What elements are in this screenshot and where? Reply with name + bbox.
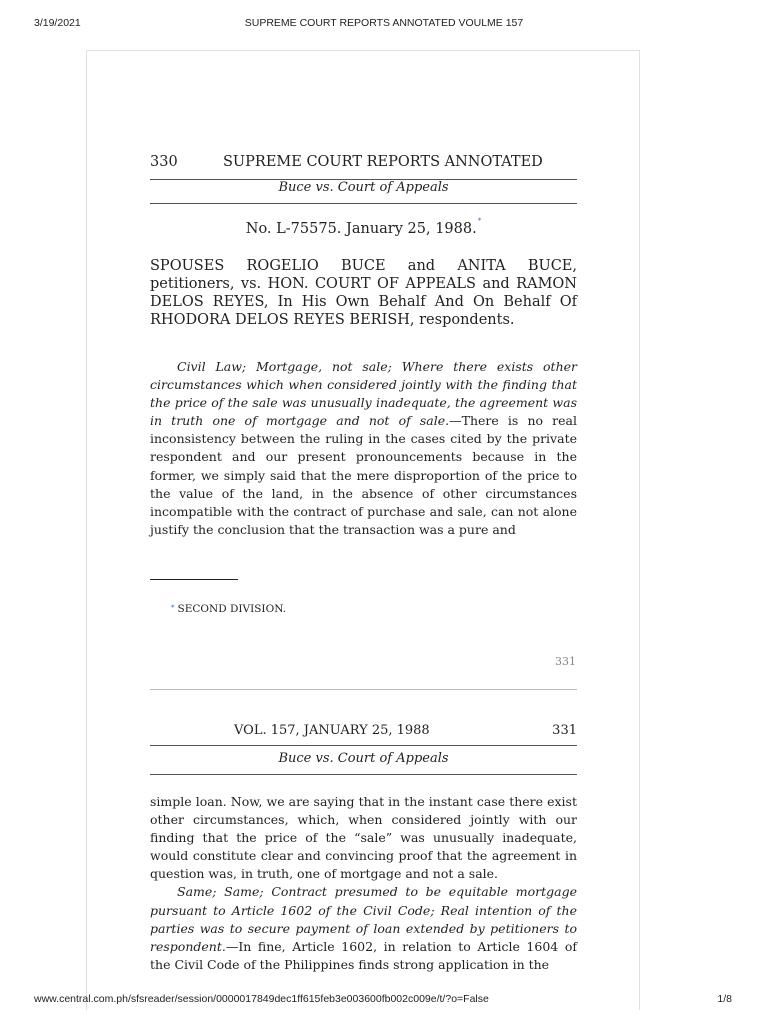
footnote-text: SECOND DIVISION. — [177, 603, 287, 615]
header-rule-2-bottom — [150, 774, 577, 775]
page-number-2: 331 — [552, 723, 577, 738]
footnote-star: * — [171, 604, 175, 612]
header-rule-bottom — [150, 203, 577, 204]
browser-print-footer — [0, 990, 768, 1024]
document-page — [86, 50, 640, 1010]
syllabus-1-heading: Civil Law; Mortgage, not sale; Where there exists other circumstances which when considered jointly with the finding that the price of the sale was unusually inadequate, the agreement was in truth one of mortgage and not of sale. — [150, 359, 577, 429]
syllabus-2-heading: Same; Same; Contract presumed to be equitable mortgage pursuant to Article 1602 of the Civil Code; Real intention of the parties was to secure payment of loan extended by petitioners to respondent. — [150, 884, 577, 954]
print-title: SUPREME COURT REPORTS ANNOTATED VOULME 157 — [244, 17, 524, 29]
continuation-paragraph: simple loan. Now, we are saying that in the instant case there exist other circumstances, which, when considered jointly with our finding that the price of the “sale” was unusually inadequate, would constitute clear and convincing proof that the agreement in question was, in truth, one of mortgage and not a sale. — [150, 794, 577, 882]
print-url: www.central.com.ph/sfsreader/session/0000017849dec1ff615feb3e003600fb002c009e/t/?o=False — [34, 993, 489, 1005]
case-name: Buce vs. Court of Appeals — [278, 180, 449, 195]
syllabus-paragraph-2 — [150, 883, 577, 973]
case-number-text: No. L-75575. January 25, 1988. — [245, 221, 477, 237]
page-break-rule — [150, 689, 577, 690]
volume-heading: VOL. 157, JANUARY 25, 1988 — [234, 723, 430, 738]
running-title: SUPREME COURT REPORTS ANNOTATED — [223, 154, 543, 170]
syllabus-2-body: —In fine, Article 1602, in relation to Article 1604 of the Civil Code of the Philippines finds strong application in the — [150, 938, 577, 972]
page-number: 330 — [150, 154, 178, 170]
print-page-count: 1/8 — [717, 993, 732, 1005]
footnote — [171, 603, 286, 615]
next-page-marker: 331 — [555, 655, 576, 668]
running-head — [150, 154, 577, 176]
print-date: 3/19/2021 — [34, 17, 81, 29]
case-number — [150, 217, 577, 237]
case-name-2: Buce vs. Court of Appeals — [278, 751, 449, 766]
running-head-2 — [150, 723, 577, 743]
syllabus-1-body: —There is no real inconsistency between the ruling in the cases cited by the private respondent and our present pronouncements because in the former, we simply said that the mere disproportion of the price to the value of the land, in the absence of other circumstances incompatible with the contract of purchase and sale, can not alone justify the conclusion that the transaction was a pure and — [150, 413, 578, 537]
footnote-link[interactable]: * — [477, 217, 482, 226]
syllabus-paragraph-1-text — [150, 358, 577, 539]
header-rule-2 — [150, 745, 577, 746]
syllabus-paragraph-1 — [150, 358, 577, 539]
footnote-rule — [150, 579, 238, 580]
parties: SPOUSES ROGELIO BUCE and ANITA BUCE, petitioners, vs. HON. COURT OF APPEALS and RAMON DELOS REYES, In His Own Behalf And On Behalf Of RHODORA DELOS REYES BERISH, respondents. — [150, 258, 577, 328]
page-2-body — [150, 793, 577, 974]
browser-print-header — [0, 0, 768, 40]
